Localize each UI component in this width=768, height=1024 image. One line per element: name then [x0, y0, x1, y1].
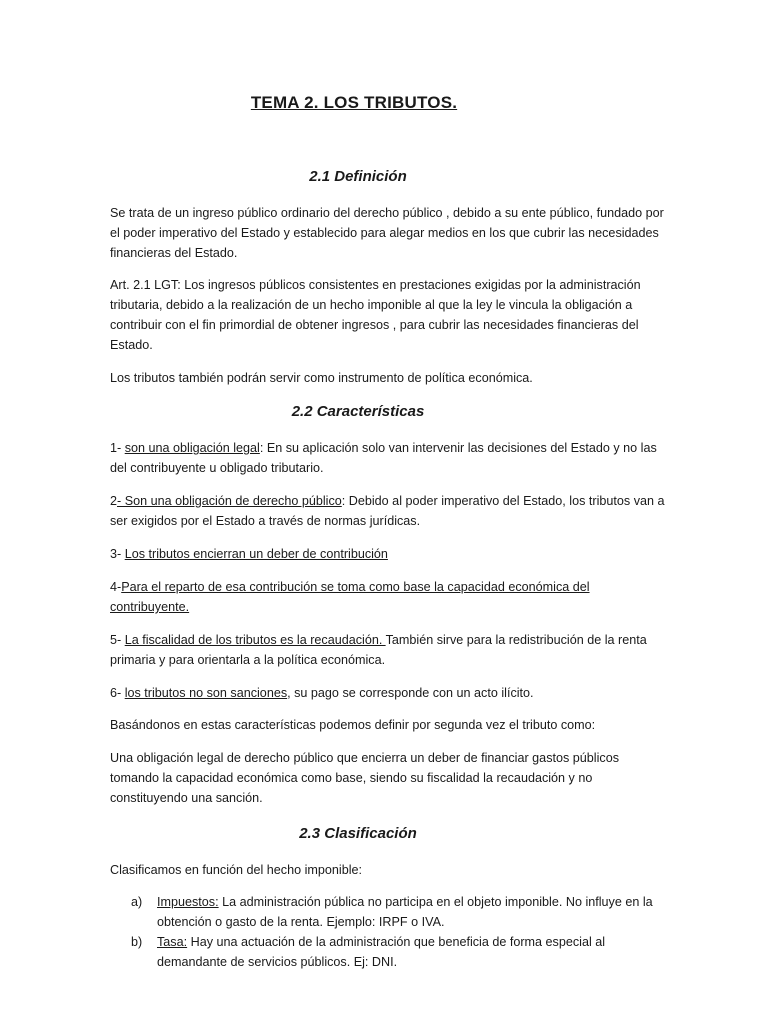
clasificacion-item-tasa: [110, 932, 670, 972]
item-underlined-text: los tributos no son sanciones: [124, 686, 288, 700]
list-marker: a): [131, 895, 143, 909]
item-text: También sirve para la redistribución de la renta primaria y para orientarla a la política económica.: [110, 633, 647, 667]
item-text: Hay una actuación de la administración que beneficia de forma especial al demandante de servicios públicos. Ej: DNI.: [157, 935, 606, 969]
item-underlined-text: Para el reparto de esa contribución se toma como base la capacidad económica del contribuyente.: [110, 580, 590, 614]
document-title: TEMA 2. LOS TRIBUTOS.: [250, 93, 458, 112]
caracteristica-item-3: [110, 544, 670, 564]
item-text: : En su aplicación solo van intervenir las decisiones del Estado y no las del contribuyente u obligado tributario.: [110, 441, 657, 475]
item-text: La administración pública no participa en el objeto imponible. No influye en la obtención o gasto de la renta. Ejemplo: IRPF o IVA.: [157, 895, 653, 929]
definicion-paragraph-3: Los tributos también podrán servir como instrumento de política económica.: [110, 371, 533, 385]
caracteristica-item-4: [110, 577, 670, 617]
clasificacion-item-impuestos: [110, 892, 670, 932]
item-underlined-text: son una obligación legal: [124, 441, 260, 455]
item-number: 4-: [110, 580, 122, 594]
section-heading-definicion: 2.1 Definición: [309, 168, 407, 185]
caracteristica-item-2: [110, 491, 670, 531]
item-number: 1-: [110, 441, 125, 455]
definicion-paragraph-2: Art. 2.1 LGT: Los ingresos públicos consistentes en prestaciones exigidas por la administración tributaria, debido a la realización de un hecho imponible al que la ley le vincula la obligación a contribuir con el fin primordial de obtener ingresos , para cubrir las necesidades financieras del Estado.: [110, 278, 641, 352]
clasificacion-intro: Clasificamos en función del hecho imponible:: [110, 863, 363, 877]
section-heading-clasificacion: 2.3 Clasificación: [299, 825, 417, 842]
item-number: 2: [110, 494, 118, 508]
item-number: 6-: [110, 686, 125, 700]
caracteristica-item-6: [110, 683, 670, 703]
definicion-paragraph-1: Se trata de un ingreso público ordinario del derecho público , debido a su ente público, fundado por el poder imperativo del Estado y establecido para alegar medios en los que cubrir las necesidades financieras del Estado.: [110, 206, 664, 260]
item-text: , su pago se corresponde con un acto ilícito.: [287, 686, 534, 700]
item-underlined-text: Impuestos:: [157, 895, 219, 909]
list-item-body: [157, 892, 670, 932]
list-item-body: [157, 932, 670, 972]
item-number: 5-: [110, 633, 125, 647]
caracteristica-item-1: [110, 438, 670, 478]
caracteristicas-intro-paragraph: Basándonos en estas características podemos definir por segunda vez el tributo como:: [110, 718, 596, 732]
item-underlined-text: Tasa:: [157, 935, 188, 949]
item-underlined-text: - Son una obligación de derecho público: [117, 494, 342, 508]
item-underlined-text: La fiscalidad de los tributos es la recaudación.: [124, 633, 386, 647]
item-underlined-text: Los tributos encierran un deber de contribución: [124, 547, 388, 561]
list-marker: b): [131, 935, 143, 949]
caracteristica-item-5: [110, 630, 670, 670]
section-heading-caracteristicas: 2.2 Características: [291, 403, 425, 420]
tributo-definition-paragraph: Una obligación legal de derecho público que encierra un deber de financiar gastos públicos tomando la capacidad económica como base, siendo su fiscalidad la recaudación y no constituyendo una sanción.: [110, 751, 619, 805]
item-number: 3-: [110, 547, 125, 561]
item-text: : Debido al poder imperativo del Estado, los tributos van a ser exigidos por el Estado a través de normas jurídicas.: [110, 494, 665, 528]
